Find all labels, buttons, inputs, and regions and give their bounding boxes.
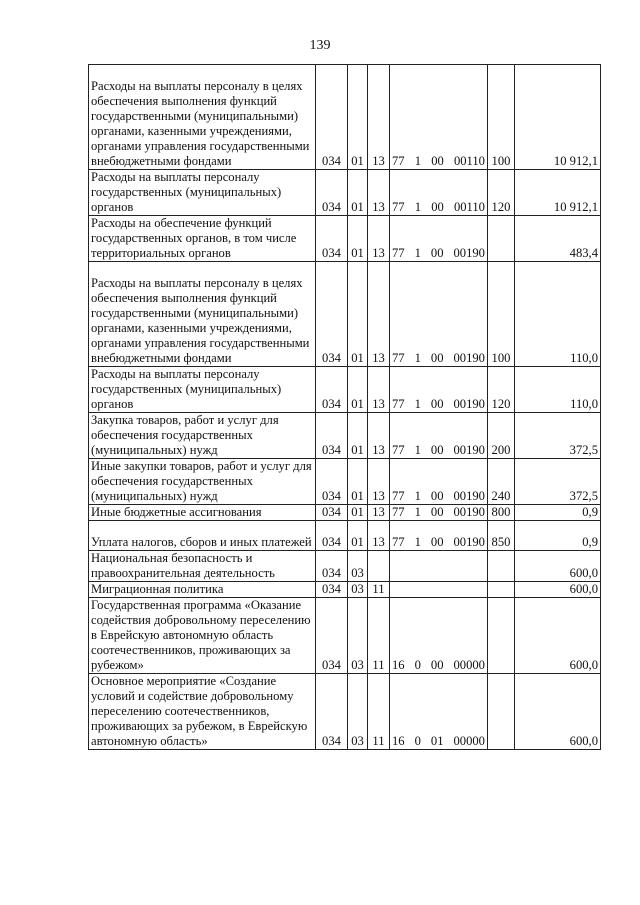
program-code: 77 1 00 00110 bbox=[390, 170, 488, 216]
pr-code: 11 bbox=[368, 582, 390, 598]
sum-value: 0,9 bbox=[515, 521, 601, 551]
sum-value: 483,4 bbox=[515, 216, 601, 262]
vr-code: 100 bbox=[488, 262, 515, 367]
table-row bbox=[89, 598, 601, 674]
rz-code: 03 bbox=[348, 674, 368, 750]
row-description: Основное мероприятие «Создание условий и содействие добровольному переселению соотечественников, проживающих за рубежом, в Еврейскую автономную область» bbox=[89, 674, 316, 750]
program-code bbox=[390, 551, 488, 582]
rz-code: 01 bbox=[348, 521, 368, 551]
program-code: 77 1 00 00190 bbox=[390, 505, 488, 521]
pr-code: 13 bbox=[368, 216, 390, 262]
program-code: 77 1 00 00190 bbox=[390, 521, 488, 551]
vr-code bbox=[488, 216, 515, 262]
gr-code: 034 bbox=[316, 262, 348, 367]
vr-code: 120 bbox=[488, 170, 515, 216]
program-code: 16 0 00 00000 bbox=[390, 598, 488, 674]
sum-value: 600,0 bbox=[515, 551, 601, 582]
table-row bbox=[89, 65, 601, 170]
vr-code: 850 bbox=[488, 521, 515, 551]
vr-code bbox=[488, 674, 515, 750]
vr-code bbox=[488, 598, 515, 674]
row-description: Миграционная политика bbox=[89, 582, 316, 598]
rz-code: 01 bbox=[348, 459, 368, 505]
gr-code: 034 bbox=[316, 170, 348, 216]
gr-code: 034 bbox=[316, 505, 348, 521]
page-number: 139 bbox=[309, 38, 331, 53]
pr-code: 13 bbox=[368, 170, 390, 216]
row-description: Государственная программа «Оказание содействия добровольному переселению в Еврейскую автономную область соотечественников, проживающих за рубежом» bbox=[89, 598, 316, 674]
rz-code: 03 bbox=[348, 598, 368, 674]
program-code: 77 1 00 00190 bbox=[390, 262, 488, 367]
sum-value: 600,0 bbox=[515, 582, 601, 598]
table-row bbox=[89, 170, 601, 216]
gr-code: 034 bbox=[316, 551, 348, 582]
pr-code: 13 bbox=[368, 521, 390, 551]
rz-code: 01 bbox=[348, 413, 368, 459]
table-row bbox=[89, 674, 601, 750]
gr-code: 034 bbox=[316, 65, 348, 170]
program-code: 16 0 01 00000 bbox=[390, 674, 488, 750]
table-row bbox=[89, 413, 601, 459]
table-row bbox=[89, 216, 601, 262]
pr-code: 13 bbox=[368, 367, 390, 413]
sum-value: 372,5 bbox=[515, 459, 601, 505]
vr-code: 240 bbox=[488, 459, 515, 505]
table-row bbox=[89, 521, 601, 551]
sum-value: 0,9 bbox=[515, 505, 601, 521]
rz-code: 01 bbox=[348, 505, 368, 521]
pr-code bbox=[368, 551, 390, 582]
gr-code: 034 bbox=[316, 216, 348, 262]
sum-value: 600,0 bbox=[515, 674, 601, 750]
vr-code: 100 bbox=[488, 65, 515, 170]
rz-code: 01 bbox=[348, 367, 368, 413]
row-description: Иные бюджетные ассигнования bbox=[89, 505, 316, 521]
sum-value: 10 912,1 bbox=[515, 65, 601, 170]
row-description: Расходы на обеспечение функций государственных органов, в том числе территориальных органов bbox=[89, 216, 316, 262]
vr-code bbox=[488, 582, 515, 598]
row-description: Уплата налогов, сборов и иных платежей bbox=[89, 521, 316, 551]
gr-code: 034 bbox=[316, 598, 348, 674]
row-description: Расходы на выплаты персоналу государственных (муниципальных) органов bbox=[89, 367, 316, 413]
pr-code: 13 bbox=[368, 413, 390, 459]
program-code: 77 1 00 00190 bbox=[390, 459, 488, 505]
vr-code: 120 bbox=[488, 367, 515, 413]
rz-code: 01 bbox=[348, 216, 368, 262]
pr-code: 13 bbox=[368, 262, 390, 367]
rz-code: 01 bbox=[348, 65, 368, 170]
vr-code bbox=[488, 551, 515, 582]
program-code: 77 1 00 00190 bbox=[390, 367, 488, 413]
program-code: 77 1 00 00110 bbox=[390, 65, 488, 170]
program-code: 77 1 00 00190 bbox=[390, 413, 488, 459]
vr-code: 800 bbox=[488, 505, 515, 521]
program-code: 77 1 00 00190 bbox=[390, 216, 488, 262]
row-description: Иные закупки товаров, работ и услуг для обеспечения государственных (муниципальных) нужд bbox=[89, 459, 316, 505]
pr-code: 13 bbox=[368, 65, 390, 170]
row-description: Расходы на выплаты персоналу государственных (муниципальных) органов bbox=[89, 170, 316, 216]
rz-code: 01 bbox=[348, 262, 368, 367]
program-code bbox=[390, 582, 488, 598]
rz-code: 01 bbox=[348, 170, 368, 216]
pr-code: 13 bbox=[368, 505, 390, 521]
pr-code: 11 bbox=[368, 598, 390, 674]
gr-code: 034 bbox=[316, 674, 348, 750]
row-description: Национальная безопасность и правоохранительная деятельность bbox=[89, 551, 316, 582]
gr-code: 034 bbox=[316, 582, 348, 598]
table-row bbox=[89, 582, 601, 598]
gr-code: 034 bbox=[316, 521, 348, 551]
rz-code: 03 bbox=[348, 551, 368, 582]
table-row bbox=[89, 459, 601, 505]
table-row bbox=[89, 505, 601, 521]
sum-value: 600,0 bbox=[515, 598, 601, 674]
sum-value: 10 912,1 bbox=[515, 170, 601, 216]
gr-code: 034 bbox=[316, 459, 348, 505]
sum-value: 110,0 bbox=[515, 262, 601, 367]
pr-code: 11 bbox=[368, 674, 390, 750]
vr-code: 200 bbox=[488, 413, 515, 459]
table-row bbox=[89, 367, 601, 413]
gr-code: 034 bbox=[316, 413, 348, 459]
row-description: Расходы на выплаты персоналу в целях обеспечения выполнения функций государственными (муниципальными) органами, казенными учреждениями, органами управления государственными внебюджетными фондами bbox=[89, 262, 316, 367]
gr-code: 034 bbox=[316, 367, 348, 413]
sum-value: 372,5 bbox=[515, 413, 601, 459]
table-row bbox=[89, 262, 601, 367]
budget-table bbox=[88, 64, 601, 750]
rz-code: 03 bbox=[348, 582, 368, 598]
table-row bbox=[89, 551, 601, 582]
pr-code: 13 bbox=[368, 459, 390, 505]
row-description: Закупка товаров, работ и услуг для обеспечения государственных (муниципальных) нужд bbox=[89, 413, 316, 459]
sum-value: 110,0 bbox=[515, 367, 601, 413]
row-description: Расходы на выплаты персоналу в целях обеспечения выполнения функций государственными (муниципальными) органами, казенными учреждениями, органами управления государственными внебюджетными фондами bbox=[89, 65, 316, 170]
